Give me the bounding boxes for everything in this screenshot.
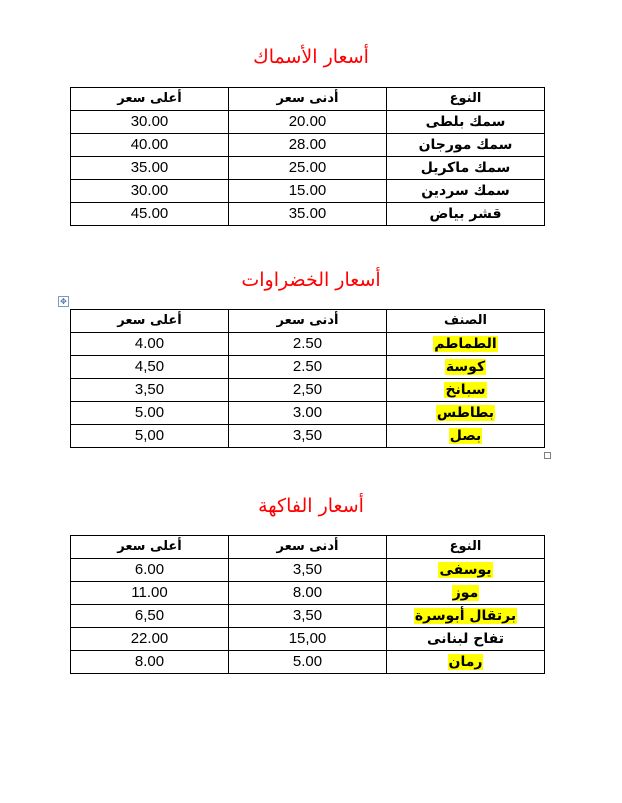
max-price-cell: 30.00 (71, 180, 229, 203)
min-price-cell: 28.00 (229, 134, 387, 157)
item-name-cell (387, 379, 545, 402)
item-name-cell (387, 425, 545, 448)
fish-title: أسعار الأسماك (253, 46, 369, 68)
min-price-cell: 25.00 (229, 157, 387, 180)
item-name-cell (387, 582, 545, 605)
max-price-cell: 11.00 (71, 582, 229, 605)
item-name-cell: قشر بياض (387, 203, 545, 226)
min-price-cell: 3,50 (229, 559, 387, 582)
table-row (71, 582, 545, 605)
header-min-price: أدنى سعر (229, 310, 387, 333)
highlighted-item-name: سبانخ (445, 382, 486, 398)
min-price-cell: 5.00 (229, 651, 387, 674)
table-row (71, 605, 545, 628)
min-price-cell: 3,50 (229, 425, 387, 448)
item-name-cell (387, 651, 545, 674)
max-price-cell: 35.00 (71, 157, 229, 180)
max-price-cell: 5.00 (71, 402, 229, 425)
fish-price-table (70, 87, 545, 226)
table-row (71, 333, 545, 356)
table-header-row (71, 310, 545, 333)
item-name-cell: تفاح لبنانى (387, 628, 545, 651)
min-price-cell: 15,00 (229, 628, 387, 651)
max-price-cell: 6.00 (71, 559, 229, 582)
table-row (71, 559, 545, 582)
item-name-cell: سمك مورجان (387, 134, 545, 157)
highlighted-item-name: كوسة (445, 359, 486, 375)
header-min-price: أدنى سعر (229, 536, 387, 559)
table-resize-handle-icon[interactable] (544, 452, 551, 459)
fruits-price-table (70, 535, 545, 674)
vegetables-price-table (70, 309, 545, 448)
highlighted-item-name: يوسفى (439, 562, 492, 578)
min-price-cell: 2,50 (229, 379, 387, 402)
header-max-price: أعلى سعر (71, 536, 229, 559)
table-row (71, 651, 545, 674)
min-price-cell: 8.00 (229, 582, 387, 605)
item-name-cell: سمك ماكريل (387, 157, 545, 180)
item-name-cell (387, 402, 545, 425)
header-max-price: أعلى سعر (71, 310, 229, 333)
min-price-cell: 3,50 (229, 605, 387, 628)
item-name-cell (387, 333, 545, 356)
table-header-row (71, 536, 545, 559)
min-price-cell: 3.00 (229, 402, 387, 425)
fruits-title: أسعار الفاكهة (258, 495, 364, 517)
table-row (71, 111, 545, 134)
max-price-cell: 4.00 (71, 333, 229, 356)
header-type: النوع (387, 88, 545, 111)
header-category: الصنف (387, 310, 545, 333)
header-max-price: أعلى سعر (71, 88, 229, 111)
table-row (71, 628, 545, 651)
vegetables-title: أسعار الخضراوات (241, 269, 381, 291)
highlighted-item-name: بطاطس (436, 405, 495, 421)
max-price-cell: 8.00 (71, 651, 229, 674)
item-name-cell: سمك سردين (387, 180, 545, 203)
max-price-cell: 30.00 (71, 111, 229, 134)
item-name-cell (387, 559, 545, 582)
item-name-cell: سمك بلطى (387, 111, 545, 134)
highlighted-item-name: برتقال أبوسرة (414, 608, 517, 624)
item-name-cell (387, 605, 545, 628)
table-row (71, 402, 545, 425)
max-price-cell: 22.00 (71, 628, 229, 651)
max-price-cell: 6,50 (71, 605, 229, 628)
min-price-cell: 20.00 (229, 111, 387, 134)
item-name-cell (387, 356, 545, 379)
max-price-cell: 5,00 (71, 425, 229, 448)
highlighted-item-name: الطماطم (434, 336, 497, 352)
table-row (71, 379, 545, 402)
header-min-price: أدنى سعر (229, 88, 387, 111)
min-price-cell: 35.00 (229, 203, 387, 226)
table-header-row (71, 88, 545, 111)
max-price-cell: 45.00 (71, 203, 229, 226)
highlighted-item-name: موز (452, 585, 479, 601)
max-price-cell: 40.00 (71, 134, 229, 157)
max-price-cell: 4,50 (71, 356, 229, 379)
table-row (71, 157, 545, 180)
min-price-cell: 15.00 (229, 180, 387, 203)
header-type: النوع (387, 536, 545, 559)
min-price-cell: 2.50 (229, 333, 387, 356)
highlighted-item-name: رمان (448, 654, 483, 670)
table-row (71, 425, 545, 448)
table-row (71, 356, 545, 379)
table-move-handle-icon[interactable]: ✥ (58, 296, 69, 307)
table-row (71, 180, 545, 203)
highlighted-item-name: بصل (449, 428, 482, 444)
table-row (71, 134, 545, 157)
max-price-cell: 3,50 (71, 379, 229, 402)
min-price-cell: 2.50 (229, 356, 387, 379)
table-row (71, 203, 545, 226)
